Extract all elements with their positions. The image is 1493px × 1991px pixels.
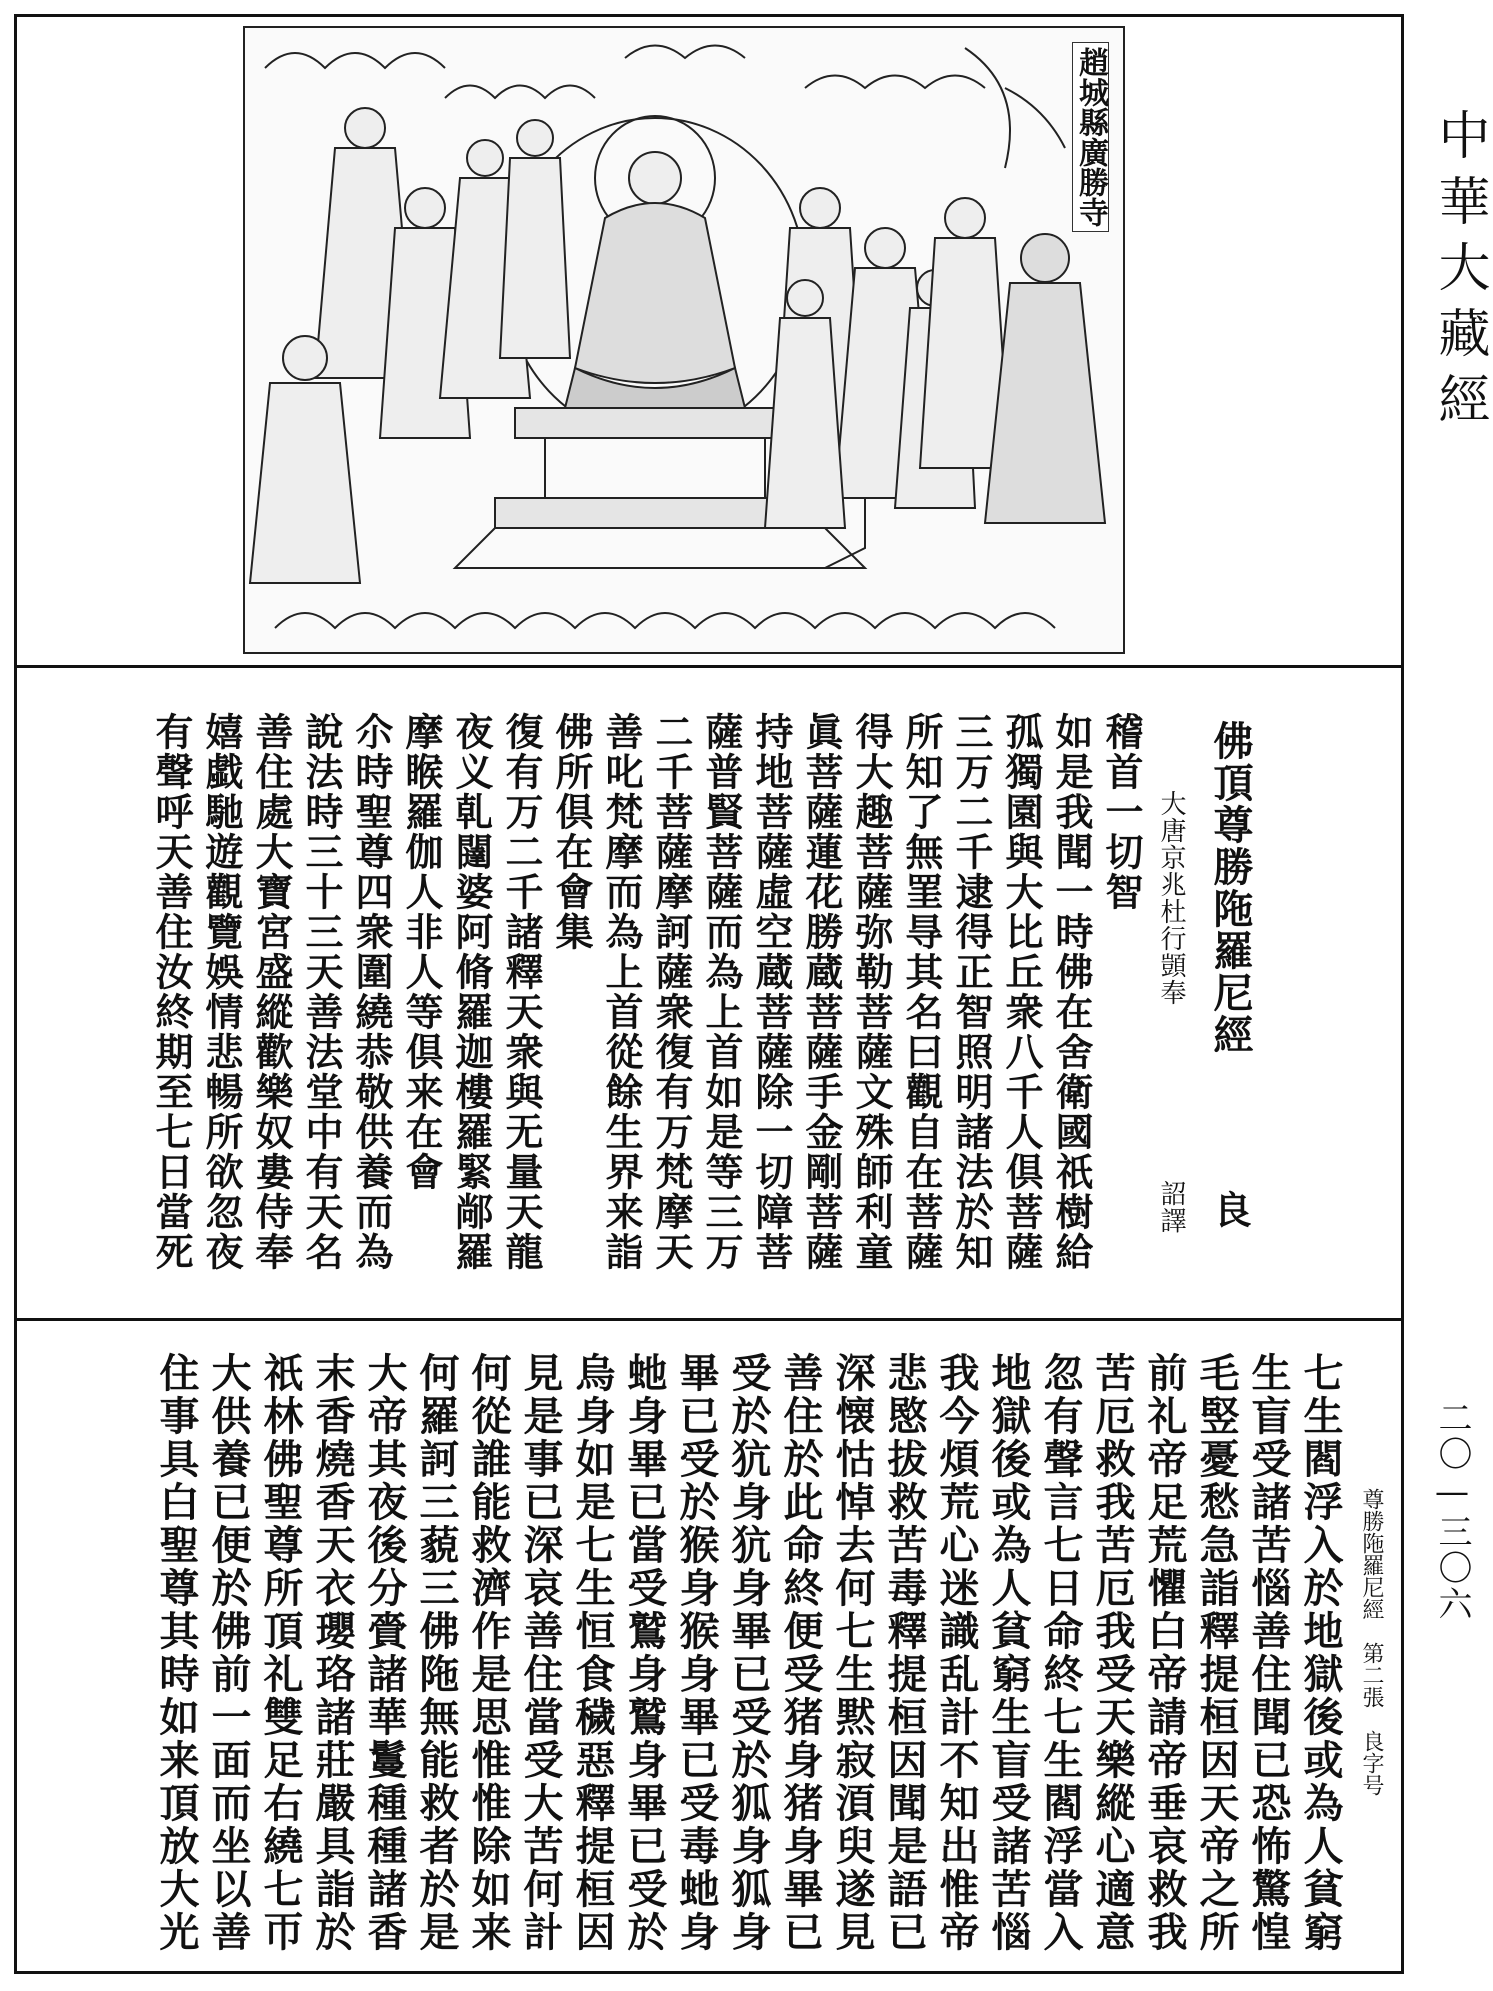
- section-b-column: 苦厄救我苦厄我受天樂縱心適意: [1089, 1352, 1136, 1954]
- section-b-column: 善住於此命終便受猪身猪身畢已: [777, 1352, 824, 1954]
- section-a-column: 摩睺羅伽人非人等倶来在會: [399, 712, 444, 1192]
- section-b-column: 末香燒香天衣瓔珞諸莊嚴具詣於: [309, 1352, 356, 1954]
- section-a-column: 善住處大寶宮盛縱歡樂奴婁侍奉: [249, 712, 294, 1272]
- section-a-column: 嬉戱馳遊觀覽娛情悲暢所欲忽夜: [199, 712, 244, 1272]
- frontispiece-illustration: [243, 26, 1125, 654]
- section-a-column: 說法時三十三天善法堂中有天名: [299, 712, 344, 1272]
- translator-suffix: 詔譯: [1156, 1180, 1186, 1234]
- section-b-column: 七生閻浮入於地獄後或為人貧窮: [1297, 1352, 1344, 1954]
- section-b-column: 前礼帝足荒懼白帝請帝垂哀救我: [1141, 1352, 1188, 1954]
- section-a-column: 如是我聞一時佛在舍衛國祇樹給: [1049, 712, 1094, 1272]
- section-b-column: 祇林佛聖尊所頂礼雙足右繞七帀: [257, 1352, 304, 1954]
- section-b-column: 見是事已深哀善住當受大苦何計: [517, 1352, 564, 1954]
- section-a-column: 得大趣菩薩弥勒菩薩文殊師利童: [849, 712, 894, 1272]
- section-b-column: 住事具白聖尊其時如来頂放大光: [153, 1352, 200, 1954]
- section-a-column: 孤獨園與大比丘衆八千人倶菩薩: [999, 712, 1044, 1272]
- sutra-mark: 良: [1207, 1190, 1252, 1230]
- section-b-column: 大供養已便於佛前一面而坐以善: [205, 1352, 252, 1954]
- section-a-column: 三万二千逮得正智照明諸法於知: [949, 712, 994, 1272]
- section-a-column: 稽首一切智: [1099, 712, 1144, 912]
- sutra-title: 佛頂尊勝陁羅尼經: [1207, 720, 1254, 1056]
- section-b-column: 烏身如是七生恒食穢惡釋提桓因: [569, 1352, 616, 1954]
- divider-top: [14, 665, 1404, 668]
- section-a-column: 尒時聖尊四衆圍繞恭敬供養而為: [349, 712, 394, 1272]
- section-b-column: 受於犺身犺身畢已受於狐身狐身: [725, 1352, 772, 1954]
- section-b-column: 忽有聲言七日命終七生閻浮當入: [1037, 1352, 1084, 1954]
- section-b-column: 毛竪憂愁急詣釋提桓因天帝之所: [1193, 1352, 1240, 1954]
- section-a-column: 二千菩薩摩訶薩衆復有万梵摩天: [649, 712, 694, 1272]
- section-a-column: 薩普賢菩薩而為上首如是等三万: [699, 712, 744, 1272]
- section-b-column: 畢已受於猴身猴身畢已受毒虵身: [673, 1352, 720, 1954]
- section-a-column: 夜义乹闥婆阿脩羅迦樓羅緊䣊羅: [449, 712, 494, 1272]
- buddha-assembly-drawing: [245, 28, 1123, 652]
- page-number: 二〇—三〇六: [1432, 1400, 1472, 1622]
- divider-middle: [14, 1318, 1404, 1321]
- section-b-column: 大帝其夜後分賫諸華鬘種種諸香: [361, 1352, 408, 1954]
- section-b-column: 地獄後或為人貧窮生盲受諸苦惱: [985, 1352, 1032, 1954]
- temple-label: 趙城縣廣勝寺: [1072, 42, 1110, 232]
- section-a-column: 所知了無罣㝵其名曰觀自在菩薩: [899, 712, 944, 1272]
- section-a-column: 善叱梵摩而為上首從餘生界来詣: [599, 712, 644, 1272]
- margin-note: 尊勝陁羅尼經 第二張 良字号: [1359, 1488, 1384, 1796]
- section-b-column: 何羅訶三藐三佛陁無能救者於是: [413, 1352, 460, 1954]
- section-b-column: 生盲受諸苦惱善住聞已恐怖驚惶: [1245, 1352, 1292, 1954]
- section-b-column: 悲愍拔救苦毒釋提桓因聞是語已: [881, 1352, 928, 1954]
- section-a-column: 佛所倶在會集: [549, 712, 594, 952]
- section-b-column: 深懐怙悼去何七生黙寂湏臾遂見: [829, 1352, 876, 1954]
- section-a-column: 復有万二千諸釋天衆與无量天龍: [499, 712, 544, 1272]
- section-a-column: 眞菩薩蓮花勝蔵菩薩手金剛菩薩: [799, 712, 844, 1272]
- section-b-column: 何從誰能救濟作是思惟惟除如来: [465, 1352, 512, 1954]
- section-b-column: 虵身畢已當受鷲身鷲身畢已受於: [621, 1352, 668, 1954]
- section-a-column: 有聲呼天善住汝終期至七日當死: [149, 712, 194, 1272]
- collection-title: 中華大藏經: [1429, 108, 1489, 438]
- section-a-column: 持地菩薩虛空蔵菩薩除一切障菩: [749, 712, 794, 1272]
- translator-line: 大唐京兆杜行顗奉: [1156, 790, 1186, 1006]
- section-b-column: 我今煩荒心迷識乱計不知出惟帝: [933, 1352, 980, 1954]
